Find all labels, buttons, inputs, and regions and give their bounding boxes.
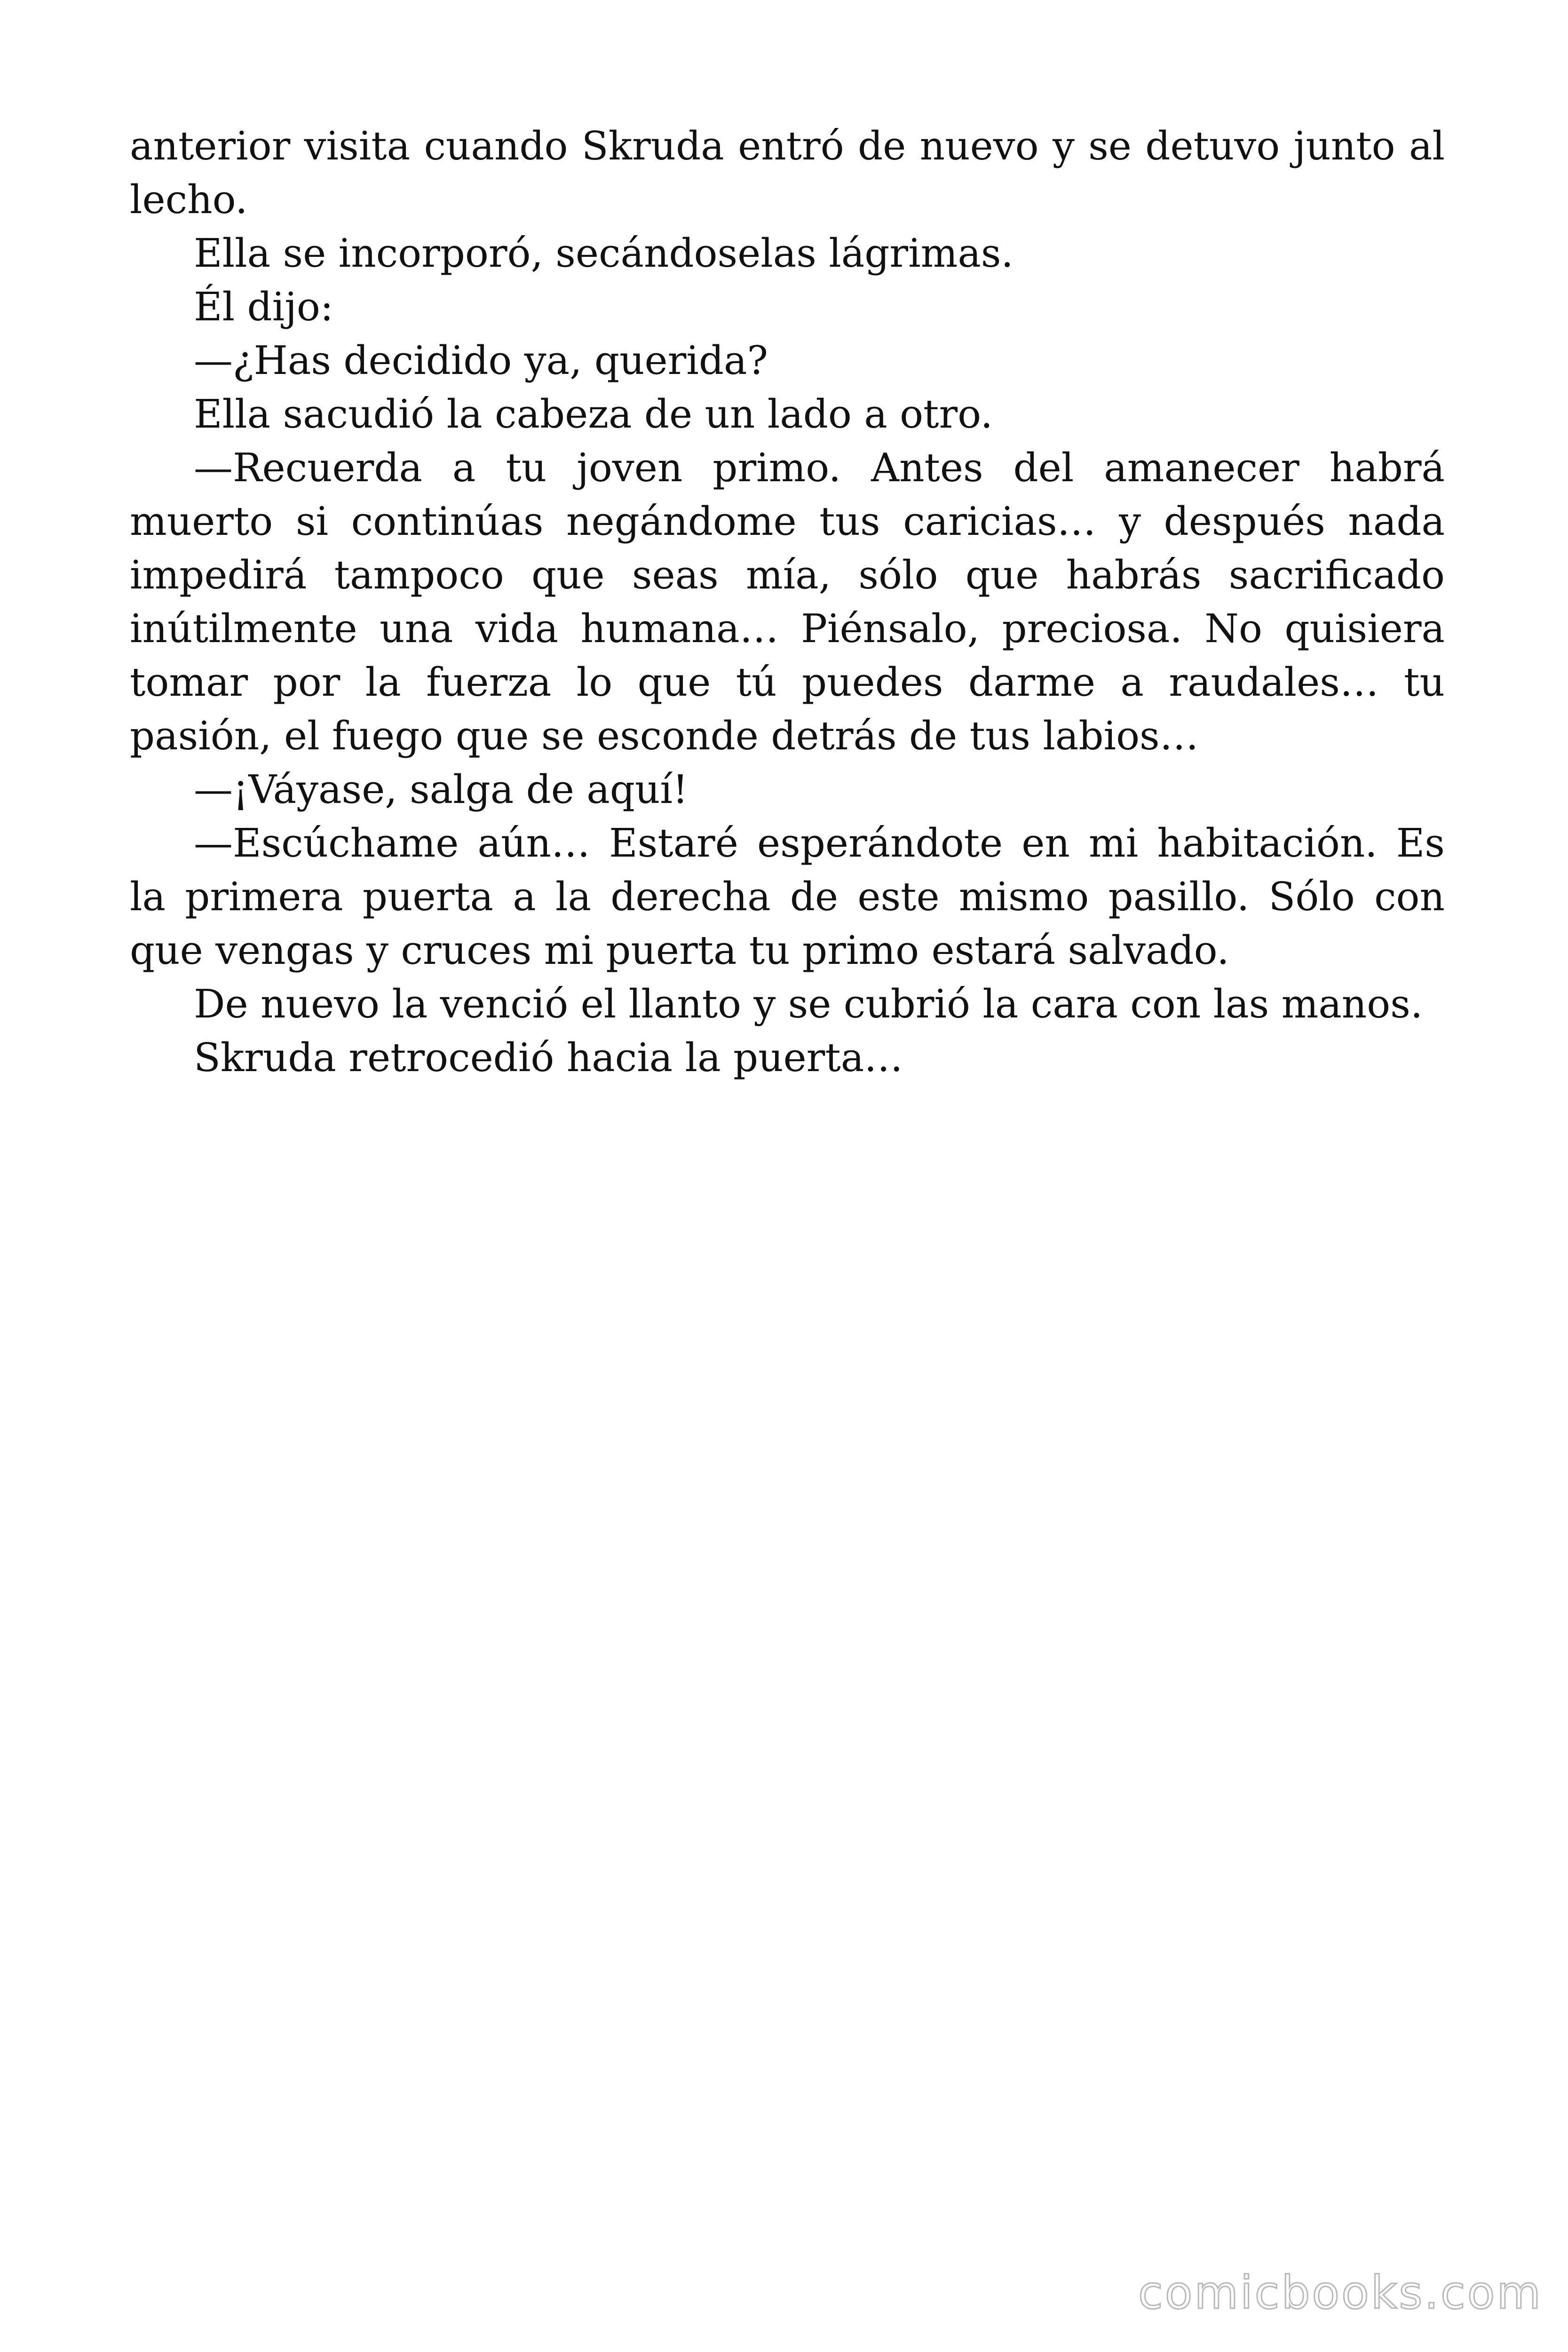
paragraph: Él dijo: (194, 284, 333, 330)
paragraph: —Escúchame aún… Estaré esperándote en mi habitación. Es la primera puerta a la derecha de este mismo pasillo. Sólo con que vengas y cruces mi puerta tu primo estará salvado. (130, 820, 1445, 973)
paragraph: Skruda retrocedió hacia la puerta… (194, 1035, 903, 1081)
watermark: comicbooks.com (1138, 2266, 1543, 2319)
paragraph: —¡Váyase, salga de aquí! (194, 767, 689, 812)
paragraph: De nuevo la venció el llanto y se cubrió la cara con las manos. (194, 981, 1423, 1027)
paragraph: Ella sacudió la cabeza de un lado a otro. (194, 391, 993, 437)
paragraph: —Recuerda a tu joven primo. Antes del amanecer habrá muerto si continúas negándome tus caricias… y después nada impedirá tampoco que seas mía, sólo que habrás sacrificado inútilmente una vida humana… Piénsalo, preciosa. No quisiera tomar por la fuerza lo que tú puedes darme a raudales… tu pasión, el fuego que se esconde detrás de tus labios… (130, 445, 1445, 759)
paragraph: anterior visita cuando Skruda entró de nuevo y se detuvo junto al lecho. (130, 123, 1445, 222)
paragraph: —¿Has decidido ya, querida? (194, 338, 768, 383)
body-text (130, 119, 1445, 1085)
paragraph: Ella se incorporó, secándoselas lágrimas. (194, 230, 1014, 276)
